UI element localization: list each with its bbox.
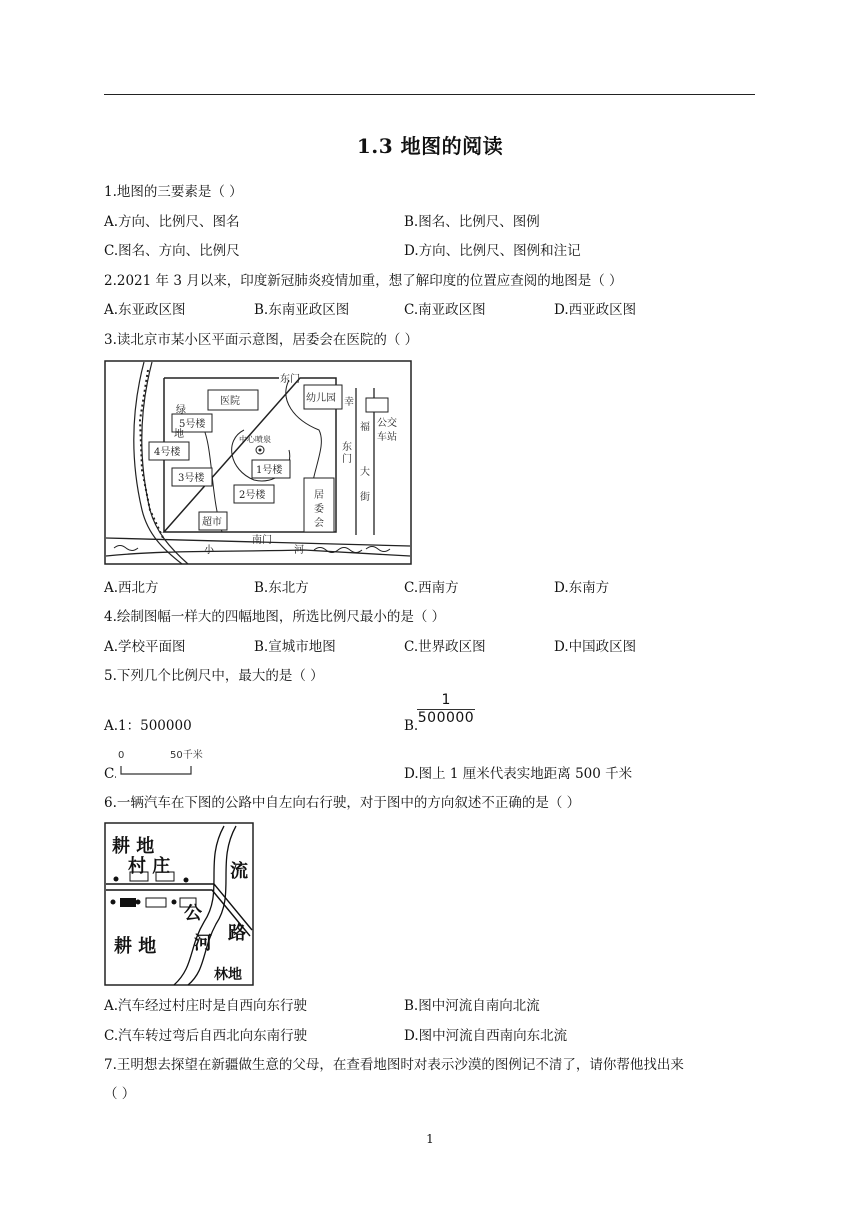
map-river-2: 河 xyxy=(294,545,304,556)
question-1-stem: 1.地图的三要素是（ ） xyxy=(104,184,243,200)
q4-option-d: D.中国政区图 xyxy=(554,639,637,655)
map-lu: 路 xyxy=(228,923,246,944)
map-greenbelt-2: 地 xyxy=(174,429,184,440)
q4-option-a: A.学校平面图 xyxy=(104,639,186,655)
map-liu: 流 xyxy=(230,861,248,882)
map-village: 村 庄 xyxy=(128,856,171,877)
map-field-bottom: 耕 地 xyxy=(114,936,157,957)
q1-option-d: D.方向、比例尺、图例和注记 xyxy=(404,243,581,259)
q6-option-d: D.图中河流自西南向东北流 xyxy=(404,1028,568,1044)
q4-option-c: C.世界政区图 xyxy=(404,639,486,655)
q1-option-a: A.方向、比例尺、图名 xyxy=(104,214,240,230)
map-fountain: 中心喷泉 xyxy=(239,435,271,444)
map-bus-1: 公交 xyxy=(377,418,397,429)
map-bldg2: 2号楼 xyxy=(239,490,266,501)
question-3-stem: 3.读北京市某小区平面示意图，居委会在医院的（ ） xyxy=(104,332,419,348)
map-market: 超市 xyxy=(202,517,222,528)
map-field-top: 耕 地 xyxy=(112,836,155,857)
map-hospital: 医院 xyxy=(220,396,240,407)
map-bldg3: 3号楼 xyxy=(178,473,205,484)
map-committee-3: 会 xyxy=(314,518,324,529)
map-street-4: 街 xyxy=(360,492,370,503)
map-forest: 林地 xyxy=(214,967,242,983)
map-greenbelt-1: 绿 xyxy=(176,405,186,416)
q5-option-c-prefix: C. xyxy=(104,766,119,782)
q3-option-a: A.西北方 xyxy=(104,580,159,596)
map-bldg4: 4号楼 xyxy=(154,447,181,458)
q6-option-a: A.汽车经过村庄时是自西向东行驶 xyxy=(104,998,308,1014)
map-street-2: 福 xyxy=(360,422,370,433)
q5-option-b-prefix: B. xyxy=(404,718,419,734)
fraction-denominator: 500000 xyxy=(417,710,475,726)
question-2-stem: 2.2021 年 3 月以来，印度新冠肺炎疫情加重，想了解印度的位置应查阅的地图是（ ） xyxy=(104,273,623,289)
q1-option-c: C.图名、方向、比例尺 xyxy=(104,243,240,259)
header-rule xyxy=(104,94,755,95)
map-street-1: 幸 xyxy=(344,397,354,408)
q2-option-b: B.东南亚政区图 xyxy=(254,302,350,318)
q3-option-c: C.西南方 xyxy=(404,580,459,596)
bus-icon xyxy=(366,398,388,412)
q1-option-b: B.图名、比例尺、图例 xyxy=(404,214,540,230)
q2-option-d: D.西亚政区图 xyxy=(554,302,637,318)
q3-option-b: B.东北方 xyxy=(254,580,309,596)
page-number: 1 xyxy=(426,1132,434,1146)
map-bldg1: 1号楼 xyxy=(256,465,283,476)
q2-option-a: A.东亚政区图 xyxy=(104,302,186,318)
map-east-gate: 东门 xyxy=(280,374,300,385)
map-street-3: 大 xyxy=(360,467,370,478)
fraction-numerator: 1 xyxy=(417,692,475,710)
question-4-stem: 4.绘制图幅一样大的四幅地图，所选比例尺最小的是（ ） xyxy=(104,609,446,625)
question-6-stem: 6.一辆汽车在下图的公路中自左向右行驶，对于图中的方向叙述不正确的是（ ） xyxy=(104,795,581,811)
map-river-1: 小 xyxy=(204,545,214,556)
page-title: 1.3 地图的阅读 xyxy=(356,134,504,158)
q4-option-b: B.宣城市地图 xyxy=(254,639,336,655)
question-7-stem: 7.王明想去探望在新疆做生意的父母，在查看地图时对表示沙漠的图例记不清了，请你帮他找出来 xyxy=(104,1057,684,1073)
map-bldg5: 5号楼 xyxy=(179,419,206,430)
q3-option-d: D.东南方 xyxy=(554,580,610,596)
map-committee-1: 居 xyxy=(314,490,324,501)
road-river-map xyxy=(104,822,254,986)
map-committee-2: 委 xyxy=(314,504,324,515)
q6-option-c: C.汽车转过弯后自西北向东南行驶 xyxy=(104,1028,308,1044)
scale-km: 50千米 xyxy=(170,750,203,761)
question-5-stem: 5.下列几个比例尺中，最大的是（ ） xyxy=(104,668,324,684)
map-south-gate: 南门 xyxy=(252,535,272,546)
q5-option-d: D.图上 1 厘米代表实地距离 500 千米 xyxy=(404,766,633,782)
line-scale-bar xyxy=(116,746,206,778)
scale-zero: 0 xyxy=(118,750,125,761)
q6-option-b: B.图中河流自南向北流 xyxy=(404,998,540,1014)
map-kindergarten: 幼儿园 xyxy=(306,393,336,404)
residential-area-map xyxy=(104,360,412,565)
map-east-gate2-2: 门 xyxy=(342,454,352,465)
map-he: 河 xyxy=(194,933,212,954)
map-east-gate2-1: 东 xyxy=(342,442,352,453)
question-7-stem-continuation: （ ） xyxy=(104,1086,136,1102)
q5-option-a: A.1：500000 xyxy=(104,718,192,734)
map-bus-2: 车站 xyxy=(377,432,397,443)
q5-option-b-fraction xyxy=(417,692,475,727)
map-gong: 公 xyxy=(184,903,202,924)
q2-option-c: C.南亚政区图 xyxy=(404,302,486,318)
